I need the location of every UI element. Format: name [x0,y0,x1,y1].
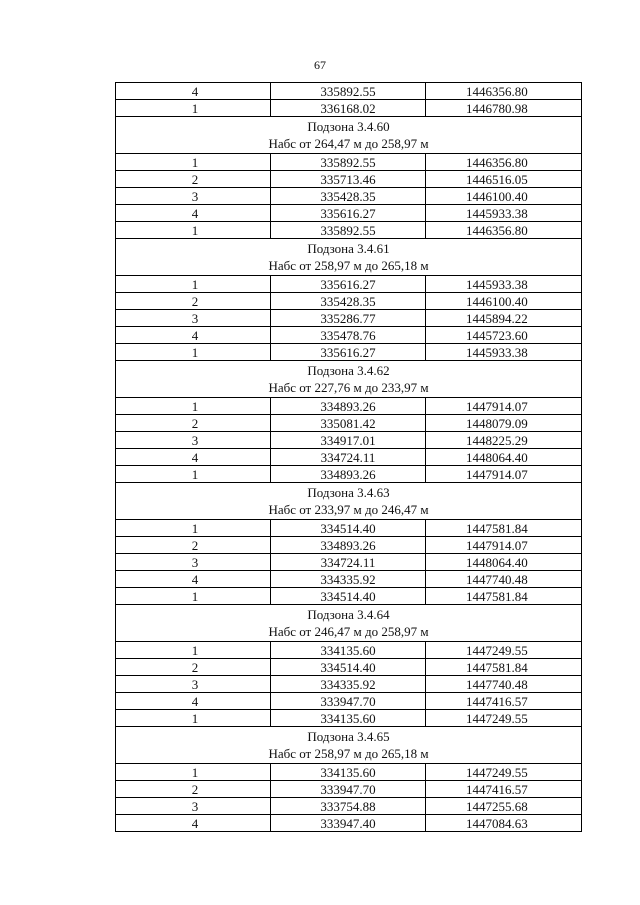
table-row [116,310,582,327]
table-row [116,554,582,571]
y-coordinate-cell: 1447581.84 [426,588,582,605]
y-coordinate-cell: 1445723.60 [426,327,582,344]
x-coordinate-cell: 334335.92 [271,571,426,588]
x-coordinate-cell: 333947.40 [271,815,426,832]
subzone-header [116,117,582,154]
y-coordinate-cell: 1447084.63 [426,815,582,832]
table-row [116,188,582,205]
y-coordinate-cell: 1446100.40 [426,188,582,205]
subzone-height-range: Набс от 227,76 м до 233,97 м [268,380,429,395]
x-coordinate-cell: 334724.11 [271,449,426,466]
point-number-cell: 1 [116,276,271,293]
y-coordinate-cell: 1445933.38 [426,276,582,293]
point-number-cell: 2 [116,659,271,676]
table-row [116,432,582,449]
y-coordinate-cell: 1445933.38 [426,344,582,361]
y-coordinate-cell: 1447740.48 [426,676,582,693]
y-coordinate-cell: 1447914.07 [426,398,582,415]
point-number-cell: 1 [116,100,271,117]
y-coordinate-cell: 1445933.38 [426,205,582,222]
table-row [116,520,582,537]
table-row [116,693,582,710]
x-coordinate-cell: 336168.02 [271,100,426,117]
x-coordinate-cell: 333947.70 [271,693,426,710]
point-number-cell: 2 [116,537,271,554]
subzone-height-range: Набс от 258,97 м до 265,18 м [268,746,429,761]
table-row [116,205,582,222]
point-number-cell: 1 [116,222,271,239]
point-number-cell: 1 [116,398,271,415]
coordinates-table-body [116,83,582,832]
y-coordinate-cell: 1448225.29 [426,432,582,449]
y-coordinate-cell: 1448064.40 [426,449,582,466]
subzone-title: Подзона 3.4.65 [307,729,390,744]
table-row [116,815,582,832]
point-number-cell: 3 [116,188,271,205]
x-coordinate-cell: 334335.92 [271,676,426,693]
table-row [116,571,582,588]
point-number-cell: 4 [116,571,271,588]
table-row [116,398,582,415]
x-coordinate-cell: 334514.40 [271,588,426,605]
table-row [116,537,582,554]
y-coordinate-cell: 1446100.40 [426,293,582,310]
x-coordinate-cell: 335286.77 [271,310,426,327]
point-number-cell: 1 [116,520,271,537]
point-number-cell: 3 [116,310,271,327]
point-number-cell: 2 [116,415,271,432]
y-coordinate-cell: 1446356.80 [426,222,582,239]
point-number-cell: 4 [116,205,271,222]
subzone-title: Подзона 3.4.62 [307,363,390,378]
subzone-header-row [116,483,582,520]
x-coordinate-cell: 335892.55 [271,154,426,171]
point-number-cell: 3 [116,432,271,449]
y-coordinate-cell: 1447914.07 [426,537,582,554]
point-number-cell: 2 [116,781,271,798]
y-coordinate-cell: 1446356.80 [426,83,582,100]
table-row [116,798,582,815]
page-number: 67 [314,58,326,72]
point-number-cell: 4 [116,693,271,710]
point-number-cell: 1 [116,466,271,483]
x-coordinate-cell: 334135.60 [271,764,426,781]
point-number-cell: 4 [116,327,271,344]
subzone-header-row [116,605,582,642]
y-coordinate-cell: 1447740.48 [426,571,582,588]
x-coordinate-cell: 335478.76 [271,327,426,344]
table-row [116,676,582,693]
point-number-cell: 1 [116,764,271,781]
point-number-cell: 4 [116,815,271,832]
subzone-header-row [116,361,582,398]
table-row [116,588,582,605]
x-coordinate-cell: 333754.88 [271,798,426,815]
subzone-title: Подзона 3.4.61 [307,241,390,256]
x-coordinate-cell: 335616.27 [271,205,426,222]
table-row [116,83,582,100]
x-coordinate-cell: 334893.26 [271,466,426,483]
subzone-title: Подзона 3.4.64 [307,607,390,622]
coordinates-table [115,82,582,832]
point-number-cell: 1 [116,588,271,605]
table-row [116,222,582,239]
table-row [116,171,582,188]
point-number-cell: 2 [116,293,271,310]
table-row [116,276,582,293]
table-row [116,449,582,466]
table-row [116,642,582,659]
point-number-cell: 3 [116,554,271,571]
subzone-header-row [116,117,582,154]
table-row [116,466,582,483]
y-coordinate-cell: 1448064.40 [426,554,582,571]
point-number-cell: 1 [116,344,271,361]
point-number-cell: 4 [116,449,271,466]
x-coordinate-cell: 334135.60 [271,710,426,727]
y-coordinate-cell: 1448079.09 [426,415,582,432]
subzone-header-row [116,239,582,276]
point-number-cell: 4 [116,83,271,100]
point-number-cell: 1 [116,154,271,171]
y-coordinate-cell: 1447255.68 [426,798,582,815]
y-coordinate-cell: 1446356.80 [426,154,582,171]
x-coordinate-cell: 335081.42 [271,415,426,432]
x-coordinate-cell: 334724.11 [271,554,426,571]
table-row [116,293,582,310]
y-coordinate-cell: 1447581.84 [426,659,582,676]
x-coordinate-cell: 334893.26 [271,398,426,415]
point-number-cell: 1 [116,642,271,659]
point-number-cell: 3 [116,676,271,693]
table-row [116,344,582,361]
y-coordinate-cell: 1447249.55 [426,710,582,727]
table-row [116,327,582,344]
table-row [116,100,582,117]
subzone-header [116,361,582,398]
table-row [116,659,582,676]
x-coordinate-cell: 335428.35 [271,188,426,205]
point-number-cell: 3 [116,798,271,815]
table-row [116,764,582,781]
subzone-title: Подзона 3.4.63 [307,485,390,500]
x-coordinate-cell: 335892.55 [271,222,426,239]
subzone-height-range: Набс от 264,47 м до 258,97 м [268,136,429,151]
x-coordinate-cell: 334917.01 [271,432,426,449]
x-coordinate-cell: 335428.35 [271,293,426,310]
subzone-header [116,605,582,642]
x-coordinate-cell: 334514.40 [271,520,426,537]
y-coordinate-cell: 1446780.98 [426,100,582,117]
point-number-cell: 1 [116,710,271,727]
x-coordinate-cell: 333947.70 [271,781,426,798]
y-coordinate-cell: 1447914.07 [426,466,582,483]
subzone-header-row [116,727,582,764]
table-row [116,415,582,432]
y-coordinate-cell: 1447249.55 [426,764,582,781]
x-coordinate-cell: 335713.46 [271,171,426,188]
x-coordinate-cell: 334514.40 [271,659,426,676]
x-coordinate-cell: 335616.27 [271,276,426,293]
subzone-height-range: Набс от 258,97 м до 265,18 м [268,258,429,273]
subzone-header [116,483,582,520]
point-number-cell: 2 [116,171,271,188]
subzone-header [116,727,582,764]
y-coordinate-cell: 1447581.84 [426,520,582,537]
table-row [116,710,582,727]
y-coordinate-cell: 1445894.22 [426,310,582,327]
table-row [116,781,582,798]
subzone-header [116,239,582,276]
y-coordinate-cell: 1446516.05 [426,171,582,188]
subzone-height-range: Набс от 246,47 м до 258,97 м [268,624,429,639]
y-coordinate-cell: 1447249.55 [426,642,582,659]
subzone-height-range: Набс от 233,97 м до 246,47 м [268,502,429,517]
subzone-title: Подзона 3.4.60 [307,119,390,134]
x-coordinate-cell: 334893.26 [271,537,426,554]
x-coordinate-cell: 334135.60 [271,642,426,659]
table-row [116,154,582,171]
x-coordinate-cell: 335892.55 [271,83,426,100]
x-coordinate-cell: 335616.27 [271,344,426,361]
y-coordinate-cell: 1447416.57 [426,693,582,710]
y-coordinate-cell: 1447416.57 [426,781,582,798]
